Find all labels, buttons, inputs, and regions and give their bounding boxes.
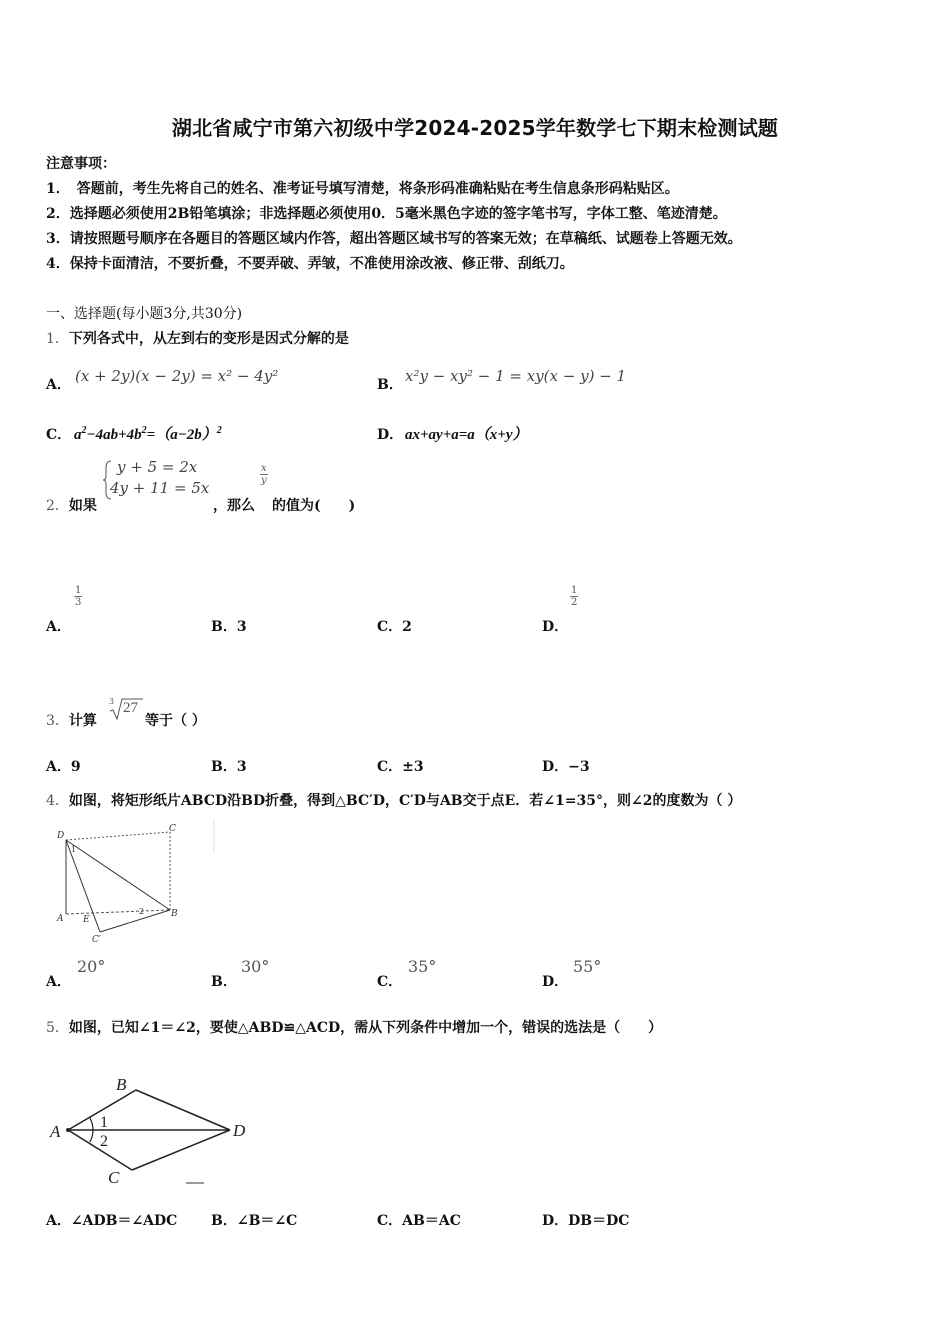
q2-number-pre <box>46 495 97 515</box>
q1-option-c-expr <box>74 423 222 444</box>
page-title: 湖北省咸宁市第六初级中学2024-2025学年数学七下期末检测试题 <box>171 116 779 140</box>
q5-b-label: B． <box>211 1213 237 1229</box>
q2-option-a-label: A． <box>46 619 71 635</box>
q5-label-a: A <box>50 1122 61 1141</box>
q4-label-angle-2: 2 <box>139 907 145 916</box>
q5-label-angle-2: 2 <box>100 1133 108 1150</box>
q2-eq-2: 4y + 11 = 5x <box>110 479 210 497</box>
q2-option-c <box>377 616 412 636</box>
q3-cube-root <box>107 697 143 721</box>
q3-post: 等于（ ） <box>145 713 206 729</box>
q5-c-text: AB＝AC <box>402 1213 461 1229</box>
q2-eq-1: y + 5 = 2x <box>117 458 198 476</box>
q2-option-b <box>211 616 247 636</box>
q5-number: 5． <box>46 1020 69 1036</box>
q1-option-b-expr: x²y − xy² − 1 = xy(x − y) − 1 <box>405 367 627 385</box>
q4-option-b-text: 30° <box>241 957 270 976</box>
q1-c-sup1: 2 <box>81 425 87 436</box>
q1-number: 1． <box>46 331 69 347</box>
q5-option-c <box>377 1210 461 1230</box>
q5-a-text: ∠ADB＝∠ADC <box>70 1213 178 1229</box>
q1-c-c: =（a−2b） <box>146 427 217 443</box>
q4-option-d-label: D． <box>542 974 569 990</box>
q4-stem <box>46 790 741 810</box>
q1-option-d-label: D． <box>377 427 404 443</box>
q5-b-text: ∠B＝∠C <box>236 1213 298 1229</box>
notice-item-2: 2．选择题必须使用2B铅笔填涂；非选择题必须使用0．5毫米黑色字迹的签字笔书写，字体工整、笔迹清楚。 <box>46 206 727 222</box>
q2-pre: 如果 <box>68 498 97 514</box>
q2-d-den: 2 <box>571 597 578 608</box>
q4-label-e: E <box>83 915 90 925</box>
q1-option-c-label: C． <box>46 427 72 443</box>
q4-label-c-prime: C′ <box>92 935 101 945</box>
q3-number: 3． <box>46 713 69 729</box>
q5-option-b <box>211 1210 297 1230</box>
q4-option-c-text: 35° <box>408 957 437 976</box>
q2-option-d-label: D． <box>542 619 569 635</box>
q3-root-index: 3 <box>109 697 115 706</box>
q5-c-label: C． <box>377 1213 403 1229</box>
q2-frac-num: x <box>261 463 267 474</box>
q1-c-a: a <box>74 427 82 443</box>
q3-a-label: A． <box>46 759 71 775</box>
q1-c-sup2: 2 <box>141 425 147 436</box>
q5-figure <box>46 1070 256 1188</box>
q2-c-text: 2 <box>402 619 412 635</box>
q5-d-label: D． <box>542 1213 569 1229</box>
q1-text: 下列各式中，从左到右的变形是因式分解的是 <box>68 331 349 347</box>
q2-c-label: C． <box>377 619 403 635</box>
q1-option-a-label: A． <box>46 377 71 393</box>
q2-mid: ，那么 <box>213 498 255 514</box>
q3-number-pre <box>46 710 97 730</box>
q3-a-text: 9 <box>70 759 81 775</box>
q2-fraction-x-over-y <box>260 463 268 486</box>
q5-text: 如图，已知∠1＝∠2，要使△ABD≌△ACD，需从下列条件中增加一个，错误的选法是（ ） <box>68 1020 663 1036</box>
q1-c-sup3: 2 <box>216 425 222 436</box>
notice-item-1: 1． 答题前，考生先将自己的姓名、准考证号填写清楚，将条形码准确粘贴在考生信息条形码粘贴区。 <box>46 181 679 197</box>
q3-d-text: −3 <box>568 759 590 775</box>
q5-a-label: A． <box>46 1213 71 1229</box>
q3-c-text: ±3 <box>402 759 424 775</box>
q4-option-a-label: A． <box>46 974 71 990</box>
q1-option-a-expr: (x + 2y)(x − 2y) = x² − 4y² <box>75 367 279 385</box>
q2-d-num: 1 <box>571 585 578 596</box>
q5-stem <box>46 1017 662 1037</box>
q3-b-label: B． <box>211 759 237 775</box>
section-heading: 一、选择题(每小题3分,共30分) <box>46 306 243 322</box>
q2-number: 2． <box>46 498 69 514</box>
q3-radicand: 27 <box>123 700 138 716</box>
q5-label-c: C <box>108 1168 120 1187</box>
q3-option-d <box>542 756 590 776</box>
q2-b-label: B． <box>211 619 237 635</box>
q2-option-a-frac <box>74 585 82 608</box>
q4-figure <box>52 818 222 946</box>
q2-a-den: 3 <box>75 597 82 608</box>
q4-label-c: C <box>169 824 176 834</box>
q4-option-c-label: C． <box>377 974 403 990</box>
notice-item-4: 4．保持卡面清洁，不要折叠，不要弄破、弄皱，不准使用涂改液、修正带、刮纸刀。 <box>46 256 574 272</box>
notice-heading: 注意事项： <box>46 156 116 172</box>
q2-frac-den: y <box>261 475 267 486</box>
q5-label-angle-1: 1 <box>100 1114 108 1131</box>
q4-option-d-text: 55° <box>573 957 602 976</box>
q1-stem <box>46 328 349 348</box>
q1-option-b-label: B． <box>377 377 403 393</box>
q5-option-a <box>46 1210 177 1230</box>
q1-option-d-expr: ax+ay+a=a（x+y） <box>405 427 528 443</box>
q3-option-b <box>211 756 247 776</box>
q4-option-a-text: 20° <box>77 957 106 976</box>
notice-item-3: 3．请按照题号顺序在各题目的答题区域内作答，超出答题区域书写的答案无效；在草稿纸、试题卷上答题无效。 <box>46 231 742 247</box>
q3-pre: 计算 <box>68 713 97 729</box>
q3-c-label: C． <box>377 759 403 775</box>
q3-option-a <box>46 756 81 776</box>
q5-option-d <box>542 1210 629 1230</box>
q4-number: 4． <box>46 793 69 809</box>
q4-label-angle-1: 1 <box>71 845 77 854</box>
q5-label-d: D <box>233 1121 246 1140</box>
q4-option-b-label: B． <box>211 974 237 990</box>
q4-label-a: A <box>57 914 64 924</box>
q3-d-label: D． <box>542 759 569 775</box>
q3-b-text: 3 <box>236 759 247 775</box>
q4-label-b: B <box>171 909 178 919</box>
q1-c-b: −4ab+4b <box>86 427 142 443</box>
q2-a-num: 1 <box>75 585 82 596</box>
q5-d-text: DB＝DC <box>568 1213 630 1229</box>
q2-option-d-frac <box>570 585 578 608</box>
q3-option-c <box>377 756 424 776</box>
q2-post: 的值为( ) <box>272 498 356 514</box>
q5-label-b: B <box>116 1075 127 1094</box>
q2-b-text: 3 <box>236 619 247 635</box>
q4-label-d: D <box>57 831 65 841</box>
q4-text: 如图，将矩形纸片ABCD沿BD折叠，得到△BC′D，C′D与AB交于点E．若∠1=35°，则∠2的度数为（ ） <box>68 793 742 809</box>
